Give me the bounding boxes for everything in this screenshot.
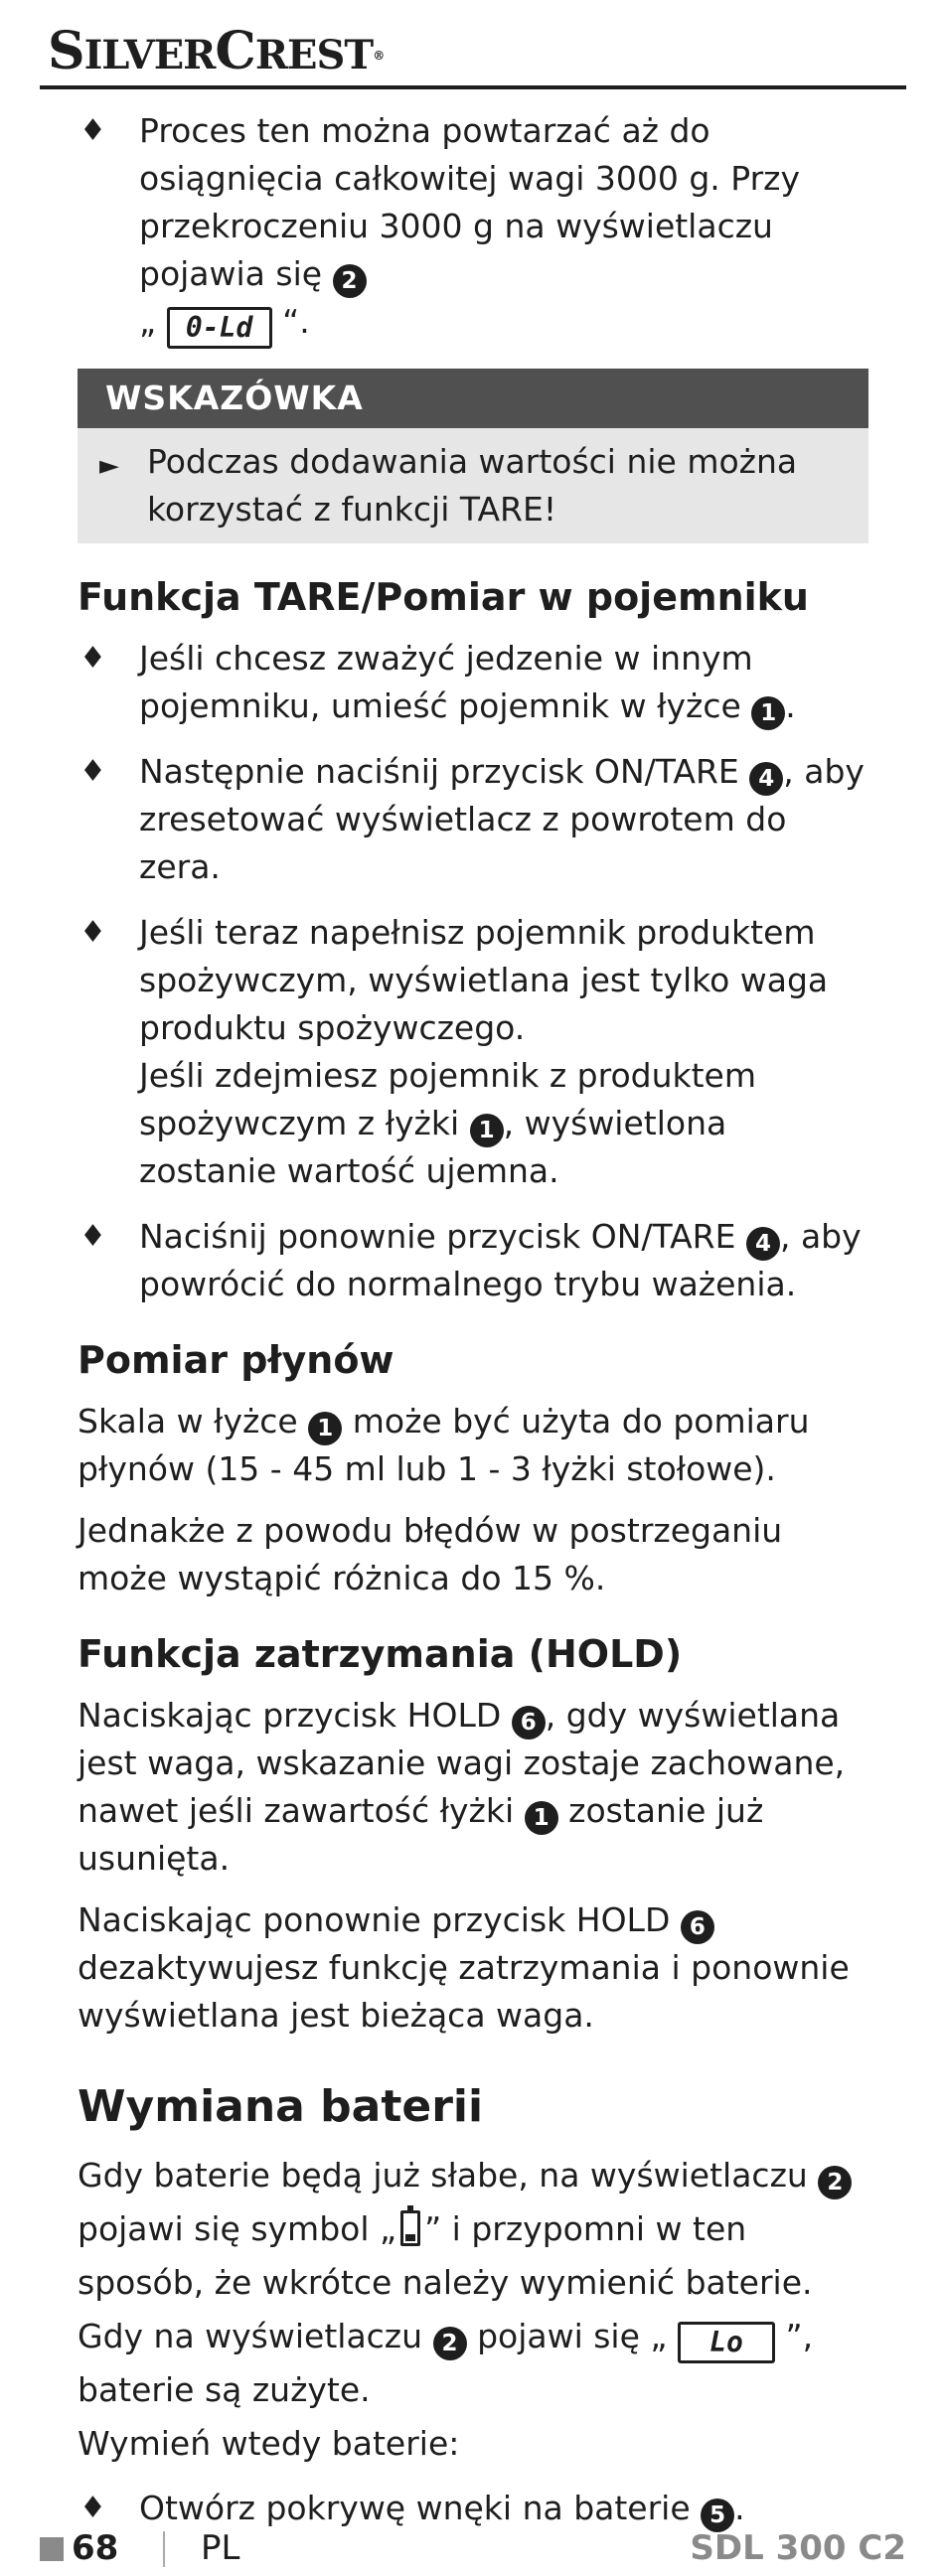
footer-divider bbox=[163, 2531, 165, 2567]
list-item: ♦ Jeśli chcesz zważyć jedzenie w innym pojemniku, umieść pojemnik w łyżce 1 . bbox=[78, 635, 868, 730]
list-item: ♦ Proces ten można powtarzać aż do osiągnięcia całkowitej wagi 3000 g. Przy przekroczeniu 3000 g na wyświetlaczu pojawia się 2 „ 0-Ld “. bbox=[78, 107, 868, 349]
reference-number: 2 bbox=[818, 2166, 852, 2199]
arrow-bullet-icon: ► bbox=[99, 451, 119, 481]
reference-number: 6 bbox=[681, 1910, 714, 1944]
reference-number: 1 bbox=[470, 1114, 504, 1147]
reference-number: 1 bbox=[308, 1412, 342, 1445]
reference-number: 6 bbox=[512, 1706, 546, 1740]
section-heading-liquids: Pomiar płynów bbox=[78, 1338, 394, 1382]
page-header bbox=[40, 14, 906, 89]
diamond-bullet-icon: ♦ bbox=[79, 1219, 106, 1254]
hint-title: WSKAZÓWKA bbox=[78, 369, 868, 428]
language-code: PL bbox=[201, 2528, 240, 2568]
diamond-bullet-icon: ♦ bbox=[79, 641, 106, 676]
reference-number: 2 bbox=[333, 264, 367, 298]
section-heading-hold: Funkcja zatrzymania (HOLD) bbox=[78, 1632, 683, 1676]
list-item: ♦ Naciśnij ponownie przycisk ON/TARE 4 , aby powrócić do normalnego trybu ważenia. bbox=[78, 1213, 868, 1308]
footer-square-icon bbox=[40, 2537, 64, 2561]
reference-number: 5 bbox=[701, 2499, 734, 2532]
reference-number: 4 bbox=[746, 1227, 780, 1261]
low-battery-icon bbox=[400, 2210, 420, 2246]
reference-number: 1 bbox=[525, 1801, 558, 1835]
lcd-display-symbol: 0-Ld bbox=[167, 307, 272, 349]
diamond-bullet-icon: ♦ bbox=[79, 2491, 106, 2525]
diamond-bullet-icon: ♦ bbox=[79, 915, 106, 950]
page-content: ♦ Proces ten można powtarzać aż do osiągnięcia całkowitej wagi 3000 g. Przy przekroczeniu 3000 g na wyświetlaczu pojawia się 2 „ 0-Ld “. WSKAZÓWKA ► Podczas dodawania wartości nie można korzystać z funkcji TARE! Funkcja TARE/Pomiar w pojemniku ♦ Jeśli chcesz zważyć jedzenie w innym pojemniku, umieść pojemnik w łyżce 1 . ♦ Następnie naciśnij przycisk ON/TARE 4 , aby zresetować wyświetlacz z powrotem do zera. ♦ Jeśli teraz napełnisz pojemnik produktem spożywczym, wyświetlana jest tylko waga produktu spożywczego. Jeśli zdejmiesz pojemnik z produktem spożywczym z łyżki 1 , wyświetlona zostanie wartość ujemna. ♦ Naciśnij ponownie przycisk ON/TARE 4 , aby powrócić do normalnego trybu ważenia. Pomiar płynów Skala w łyżce 1 może być użyta do pomiaru płynów (15 - 45 ml lub 1 - 3 łyżki stołowe). Jednakże z powodu błędów w postrzeganiu może wystąpić różnica do 15 %. Funkcja zatrzymania (HOLD) Naciskając przycisk HOLD 6 , gdy wyświetlana jest waga, wskazanie wagi zostaje zachowane, nawet jeśli zawartość łyżki 1 zostanie już usunięta. Naciskając ponownie przycisk HOLD 6 dezaktywujesz funkcję zatrzymania i ponownie wyświetlana jest bieżąca waga. Wymiana baterii Gdy baterie będą już słabe, na wyświetlaczu 2 pojawi się symbol „ ” i przypomni w ten sposób, że wkrótce należy wymienić baterie. Gdy na wyświetlaczu 2 pojawi się „ Lo ”, baterie są zużyte. Wymień wtedy baterie: ♦ Otwórz pokrywę wnęki na baterie 5 . bbox=[78, 107, 868, 2550]
brand-logo: SILVERCREST® bbox=[48, 21, 385, 81]
page-number: 68 bbox=[72, 2528, 119, 2568]
list-item: ♦ Otwórz pokrywę wnęki na baterie 5 . bbox=[78, 2485, 868, 2532]
model-number: SDL 300 C2 bbox=[690, 2528, 906, 2568]
section-heading-battery: Wymiana baterii bbox=[78, 2081, 484, 2132]
reference-number: 2 bbox=[433, 2327, 467, 2360]
reference-number: 1 bbox=[751, 696, 785, 730]
reference-number: 4 bbox=[749, 762, 783, 796]
lcd-display-symbol: Lo bbox=[678, 2322, 775, 2363]
hint-text: Podczas dodawania wartości nie można korzystać z funkcji TARE! bbox=[147, 442, 798, 529]
hint-box bbox=[78, 369, 868, 543]
page-footer bbox=[40, 2523, 906, 2573]
diamond-bullet-icon: ♦ bbox=[79, 754, 106, 789]
diamond-bullet-icon: ♦ bbox=[79, 113, 106, 148]
section-heading-tare: Funkcja TARE/Pomiar w pojemniku bbox=[78, 575, 809, 619]
list-item: ♦ Następnie naciśnij przycisk ON/TARE 4 , aby zresetować wyświetlacz z powrotem do zera. bbox=[78, 748, 868, 891]
list-item: ♦ Jeśli teraz napełnisz pojemnik produktem spożywczym, wyświetlana jest tylko waga produktu spożywczego. Jeśli zdejmiesz pojemnik z produktem spożywczym z łyżki 1 , wyświetlona zostanie wartość ujemna. bbox=[78, 909, 868, 1195]
